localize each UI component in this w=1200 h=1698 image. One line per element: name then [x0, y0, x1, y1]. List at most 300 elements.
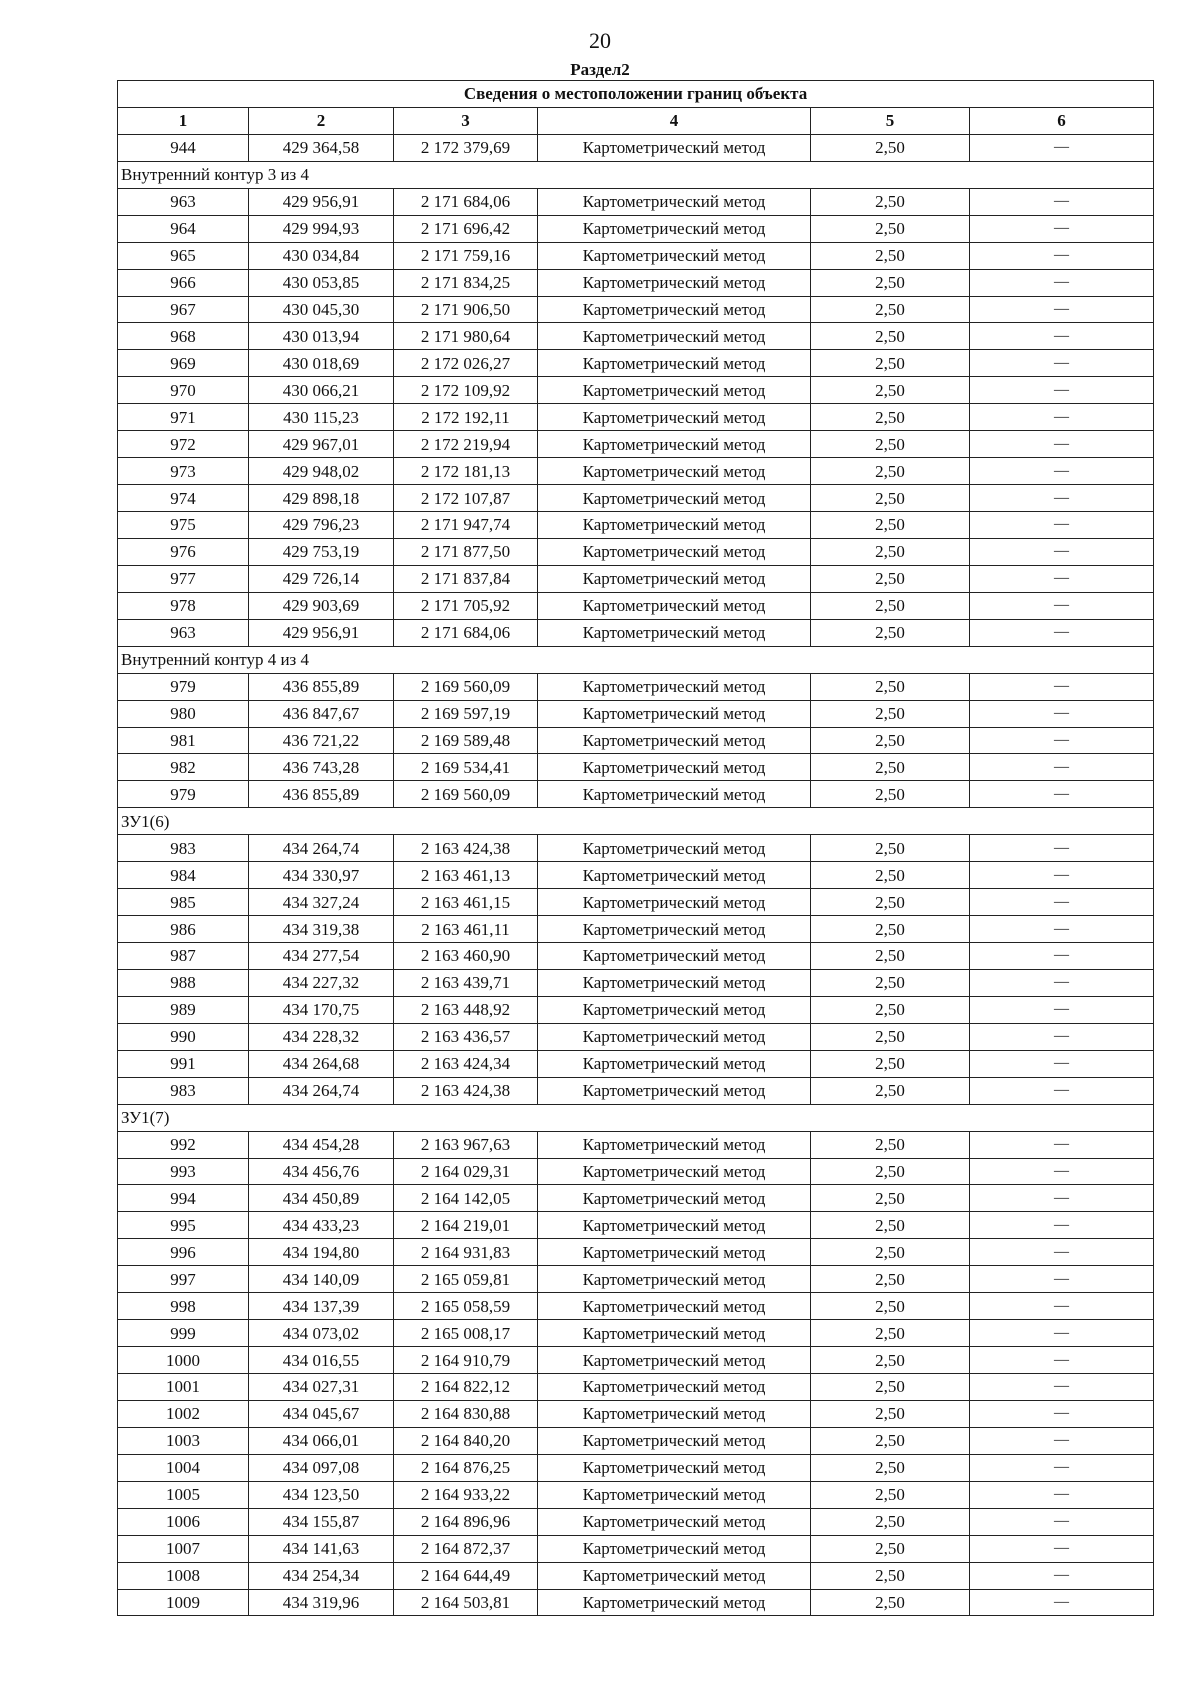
cell-note: — [970, 700, 1154, 727]
cell-note: — [970, 862, 1154, 889]
cell-method: Картометрический метод [538, 1050, 811, 1077]
cell-coord-y: 2 172 219,94 [394, 431, 538, 458]
cell-coord-y: 2 164 896,96 [394, 1508, 538, 1535]
table-row [118, 431, 1154, 458]
cell-coord-y: 2 172 192,11 [394, 404, 538, 431]
cell-coord-y: 2 163 424,38 [394, 1077, 538, 1104]
cell-method: Картометрический метод [538, 1293, 811, 1320]
cell-note: — [970, 1293, 1154, 1320]
cell-method: Картометрический метод [538, 1266, 811, 1293]
cell-note: — [970, 1023, 1154, 1050]
cell-note: — [970, 754, 1154, 781]
cell-coord-y: 2 164 933,22 [394, 1481, 538, 1508]
table-row [118, 1427, 1154, 1454]
cell-coord-x: 436 855,89 [249, 781, 394, 808]
cell-accuracy: 2,50 [811, 1266, 970, 1293]
cell-coord-y: 2 164 029,31 [394, 1158, 538, 1185]
cell-coord-x: 429 994,93 [249, 215, 394, 242]
cell-coord-x: 434 454,28 [249, 1131, 394, 1158]
cell-point-number: 974 [118, 485, 249, 512]
cell-note: — [970, 512, 1154, 539]
cell-method: Картометрический метод [538, 1589, 811, 1616]
cell-note: — [970, 1347, 1154, 1374]
cell-method: Картометрический метод [538, 1212, 811, 1239]
cell-coord-x: 434 319,38 [249, 916, 394, 943]
cell-coord-y: 2 171 684,06 [394, 619, 538, 646]
table-row [118, 1293, 1154, 1320]
cell-method: Картометрический метод [538, 592, 811, 619]
cell-coord-y: 2 163 967,63 [394, 1131, 538, 1158]
cell-note: — [970, 1158, 1154, 1185]
cell-accuracy: 2,50 [811, 943, 970, 970]
cell-note: — [970, 781, 1154, 808]
cell-note: — [970, 1508, 1154, 1535]
cell-coord-y: 2 172 107,87 [394, 485, 538, 512]
column-header-3: 3 [394, 107, 538, 134]
cell-accuracy: 2,50 [811, 592, 970, 619]
cell-point-number: 997 [118, 1266, 249, 1293]
coordinates-table-container [117, 80, 1153, 1616]
cell-accuracy: 2,50 [811, 1239, 970, 1266]
cell-coord-y: 2 172 026,27 [394, 350, 538, 377]
cell-accuracy: 2,50 [811, 754, 970, 781]
cell-note: — [970, 458, 1154, 485]
cell-method: Картометрический метод [538, 1347, 811, 1374]
cell-note: — [970, 1131, 1154, 1158]
cell-accuracy: 2,50 [811, 700, 970, 727]
cell-method: Картометрический метод [538, 1454, 811, 1481]
cell-coord-x: 434 045,67 [249, 1400, 394, 1427]
cell-accuracy: 2,50 [811, 996, 970, 1023]
cell-method: Картометрический метод [538, 835, 811, 862]
cell-accuracy: 2,50 [811, 538, 970, 565]
table-row [118, 1158, 1154, 1185]
cell-accuracy: 2,50 [811, 1374, 970, 1401]
cell-point-number: 989 [118, 996, 249, 1023]
cell-point-number: 970 [118, 377, 249, 404]
table-row [118, 242, 1154, 269]
table-row [118, 943, 1154, 970]
cell-accuracy: 2,50 [811, 458, 970, 485]
cell-point-number: 963 [118, 188, 249, 215]
cell-note: — [970, 943, 1154, 970]
cell-coord-y: 2 172 109,92 [394, 377, 538, 404]
cell-coord-x: 434 140,09 [249, 1266, 394, 1293]
table-row [118, 1320, 1154, 1347]
table-row [118, 296, 1154, 323]
cell-point-number: 990 [118, 1023, 249, 1050]
cell-point-number: 983 [118, 1077, 249, 1104]
cell-point-number: 944 [118, 134, 249, 161]
cell-accuracy: 2,50 [811, 1427, 970, 1454]
cell-coord-x: 434 227,32 [249, 969, 394, 996]
table-row [118, 700, 1154, 727]
cell-accuracy: 2,50 [811, 1535, 970, 1562]
cell-point-number: 995 [118, 1212, 249, 1239]
cell-accuracy: 2,50 [811, 1508, 970, 1535]
cell-coord-y: 2 171 696,42 [394, 215, 538, 242]
cell-coord-x: 429 726,14 [249, 565, 394, 592]
cell-method: Картометрический метод [538, 619, 811, 646]
group-label: ЗУ1(7) [118, 1104, 1154, 1131]
table-row [118, 377, 1154, 404]
cell-coord-x: 434 066,01 [249, 1427, 394, 1454]
cell-note: — [970, 619, 1154, 646]
cell-note: — [970, 323, 1154, 350]
cell-point-number: 981 [118, 727, 249, 754]
cell-accuracy: 2,50 [811, 835, 970, 862]
cell-method: Картометрический метод [538, 242, 811, 269]
table-row [118, 485, 1154, 512]
cell-point-number: 964 [118, 215, 249, 242]
cell-note: — [970, 134, 1154, 161]
cell-note: — [970, 1077, 1154, 1104]
cell-coord-y: 2 163 461,11 [394, 916, 538, 943]
cell-accuracy: 2,50 [811, 1347, 970, 1374]
cell-coord-x: 429 956,91 [249, 619, 394, 646]
cell-coord-x: 434 123,50 [249, 1481, 394, 1508]
cell-point-number: 982 [118, 754, 249, 781]
cell-coord-x: 434 319,96 [249, 1589, 394, 1616]
cell-method: Картометрический метод [538, 485, 811, 512]
cell-note: — [970, 916, 1154, 943]
cell-method: Картометрический метод [538, 296, 811, 323]
cell-accuracy: 2,50 [811, 1158, 970, 1185]
cell-coord-y: 2 171 705,92 [394, 592, 538, 619]
table-row [118, 996, 1154, 1023]
table-row [118, 1131, 1154, 1158]
cell-coord-y: 2 164 830,88 [394, 1400, 538, 1427]
cell-coord-y: 2 171 947,74 [394, 512, 538, 539]
cell-point-number: 1003 [118, 1427, 249, 1454]
cell-accuracy: 2,50 [811, 862, 970, 889]
cell-method: Картометрический метод [538, 1320, 811, 1347]
cell-coord-y: 2 171 906,50 [394, 296, 538, 323]
cell-coord-y: 2 171 980,64 [394, 323, 538, 350]
cell-method: Картометрический метод [538, 188, 811, 215]
cell-note: — [970, 1266, 1154, 1293]
cell-note: — [970, 592, 1154, 619]
cell-point-number: 980 [118, 700, 249, 727]
cell-coord-x: 434 433,23 [249, 1212, 394, 1239]
cell-point-number: 987 [118, 943, 249, 970]
table-row [118, 781, 1154, 808]
cell-coord-x: 434 016,55 [249, 1347, 394, 1374]
cell-note: — [970, 1427, 1154, 1454]
table-row [118, 1185, 1154, 1212]
cell-point-number: 993 [118, 1158, 249, 1185]
cell-method: Картометрический метод [538, 512, 811, 539]
cell-note: — [970, 1374, 1154, 1401]
cell-coord-x: 434 327,24 [249, 889, 394, 916]
cell-accuracy: 2,50 [811, 1562, 970, 1589]
cell-note: — [970, 215, 1154, 242]
table-row [118, 592, 1154, 619]
cell-point-number: 1005 [118, 1481, 249, 1508]
cell-method: Картометрический метод [538, 1077, 811, 1104]
table-row [118, 350, 1154, 377]
table-row [118, 1589, 1154, 1616]
cell-accuracy: 2,50 [811, 1131, 970, 1158]
cell-accuracy: 2,50 [811, 404, 970, 431]
cell-note: — [970, 1535, 1154, 1562]
cell-coord-x: 434 155,87 [249, 1508, 394, 1535]
table-row [118, 1562, 1154, 1589]
cell-coord-x: 436 847,67 [249, 700, 394, 727]
cell-coord-x: 430 115,23 [249, 404, 394, 431]
cell-point-number: 991 [118, 1050, 249, 1077]
cell-note: — [970, 673, 1154, 700]
group-label: Внутренний контур 4 из 4 [118, 646, 1154, 673]
cell-point-number: 983 [118, 835, 249, 862]
cell-coord-y: 2 164 872,37 [394, 1535, 538, 1562]
cell-note: — [970, 242, 1154, 269]
cell-accuracy: 2,50 [811, 350, 970, 377]
table-row [118, 889, 1154, 916]
cell-coord-y: 2 169 534,41 [394, 754, 538, 781]
cell-coord-y: 2 165 058,59 [394, 1293, 538, 1320]
cell-point-number: 984 [118, 862, 249, 889]
cell-coord-x: 434 330,97 [249, 862, 394, 889]
cell-coord-y: 2 171 877,50 [394, 538, 538, 565]
table-row [118, 754, 1154, 781]
cell-method: Картометрический метод [538, 538, 811, 565]
cell-point-number: 967 [118, 296, 249, 323]
column-header-row [118, 107, 1154, 134]
cell-accuracy: 2,50 [811, 727, 970, 754]
cell-note: — [970, 565, 1154, 592]
cell-accuracy: 2,50 [811, 269, 970, 296]
cell-note: — [970, 1454, 1154, 1481]
cell-coord-y: 2 172 181,13 [394, 458, 538, 485]
table-row [118, 1023, 1154, 1050]
cell-method: Картометрический метод [538, 862, 811, 889]
cell-method: Картометрический метод [538, 1023, 811, 1050]
cell-coord-x: 434 228,32 [249, 1023, 394, 1050]
cell-point-number: 965 [118, 242, 249, 269]
cell-note: — [970, 996, 1154, 1023]
cell-coord-y: 2 172 379,69 [394, 134, 538, 161]
cell-accuracy: 2,50 [811, 242, 970, 269]
cell-coord-y: 2 169 560,09 [394, 781, 538, 808]
cell-coord-x: 434 137,39 [249, 1293, 394, 1320]
cell-note: — [970, 1212, 1154, 1239]
table-row [118, 1481, 1154, 1508]
cell-note: — [970, 350, 1154, 377]
cell-accuracy: 2,50 [811, 188, 970, 215]
cell-coord-x: 429 364,58 [249, 134, 394, 161]
group-header-row [118, 808, 1154, 835]
cell-coord-y: 2 163 424,34 [394, 1050, 538, 1077]
cell-coord-x: 430 013,94 [249, 323, 394, 350]
cell-point-number: 972 [118, 431, 249, 458]
cell-coord-x: 430 034,84 [249, 242, 394, 269]
coordinates-table [117, 80, 1154, 1616]
table-row [118, 862, 1154, 889]
cell-method: Картометрический метод [538, 458, 811, 485]
cell-coord-x: 429 948,02 [249, 458, 394, 485]
table-row [118, 1535, 1154, 1562]
cell-coord-x: 434 264,68 [249, 1050, 394, 1077]
cell-coord-y: 2 163 448,92 [394, 996, 538, 1023]
cell-coord-y: 2 164 910,79 [394, 1347, 538, 1374]
table-row [118, 1347, 1154, 1374]
cell-coord-x: 429 753,19 [249, 538, 394, 565]
cell-note: — [970, 485, 1154, 512]
table-row [118, 538, 1154, 565]
cell-note: — [970, 431, 1154, 458]
cell-method: Картометрический метод [538, 996, 811, 1023]
table-row [118, 323, 1154, 350]
cell-method: Картометрический метод [538, 1535, 811, 1562]
cell-method: Картометрический метод [538, 1131, 811, 1158]
cell-method: Картометрический метод [538, 1562, 811, 1589]
table-row [118, 916, 1154, 943]
table-row [118, 269, 1154, 296]
cell-point-number: 986 [118, 916, 249, 943]
cell-coord-x: 434 264,74 [249, 1077, 394, 1104]
cell-coord-x: 430 066,21 [249, 377, 394, 404]
cell-coord-y: 2 164 503,81 [394, 1589, 538, 1616]
cell-accuracy: 2,50 [811, 1400, 970, 1427]
cell-coord-y: 2 164 644,49 [394, 1562, 538, 1589]
cell-accuracy: 2,50 [811, 969, 970, 996]
cell-method: Картометрический метод [538, 700, 811, 727]
cell-note: — [970, 1050, 1154, 1077]
cell-point-number: 994 [118, 1185, 249, 1212]
cell-point-number: 1001 [118, 1374, 249, 1401]
page-number: 20 [589, 28, 611, 53]
table-row [118, 404, 1154, 431]
cell-method: Картометрический метод [538, 215, 811, 242]
cell-coord-y: 2 163 460,90 [394, 943, 538, 970]
table-row [118, 727, 1154, 754]
cell-method: Картометрический метод [538, 727, 811, 754]
cell-point-number: 973 [118, 458, 249, 485]
cell-note: — [970, 1562, 1154, 1589]
table-row [118, 1400, 1154, 1427]
cell-coord-x: 430 045,30 [249, 296, 394, 323]
cell-method: Картометрический метод [538, 916, 811, 943]
table-row [118, 1266, 1154, 1293]
cell-coord-x: 429 898,18 [249, 485, 394, 512]
cell-note: — [970, 1400, 1154, 1427]
cell-accuracy: 2,50 [811, 1454, 970, 1481]
cell-method: Картометрический метод [538, 431, 811, 458]
cell-coord-x: 434 027,31 [249, 1374, 394, 1401]
cell-method: Картометрический метод [538, 134, 811, 161]
cell-coord-x: 430 018,69 [249, 350, 394, 377]
cell-accuracy: 2,50 [811, 1293, 970, 1320]
cell-coord-y: 2 164 219,01 [394, 1212, 538, 1239]
cell-accuracy: 2,50 [811, 619, 970, 646]
cell-point-number: 979 [118, 781, 249, 808]
cell-point-number: 977 [118, 565, 249, 592]
cell-accuracy: 2,50 [811, 512, 970, 539]
table-row [118, 969, 1154, 996]
cell-point-number: 971 [118, 404, 249, 431]
cell-coord-x: 434 277,54 [249, 943, 394, 970]
cell-coord-y: 2 163 461,15 [394, 889, 538, 916]
cell-note: — [970, 269, 1154, 296]
cell-coord-y: 2 163 424,38 [394, 835, 538, 862]
cell-point-number: 978 [118, 592, 249, 619]
cell-point-number: 968 [118, 323, 249, 350]
cell-coord-x: 436 855,89 [249, 673, 394, 700]
table-row [118, 1508, 1154, 1535]
cell-coord-y: 2 169 560,09 [394, 673, 538, 700]
column-header-2: 2 [249, 107, 394, 134]
cell-point-number: 1007 [118, 1535, 249, 1562]
cell-method: Картометрический метод [538, 969, 811, 996]
group-label: ЗУ1(6) [118, 808, 1154, 835]
cell-coord-x: 429 967,01 [249, 431, 394, 458]
table-row [118, 1374, 1154, 1401]
cell-note: — [970, 1185, 1154, 1212]
table-row [118, 1212, 1154, 1239]
cell-point-number: 966 [118, 269, 249, 296]
cell-method: Картометрический метод [538, 1158, 811, 1185]
table-row [118, 215, 1154, 242]
table-body [118, 134, 1154, 1616]
cell-method: Картометрический метод [538, 1374, 811, 1401]
cell-point-number: 979 [118, 673, 249, 700]
cell-coord-x: 429 796,23 [249, 512, 394, 539]
cell-method: Картометрический метод [538, 781, 811, 808]
cell-coord-y: 2 164 142,05 [394, 1185, 538, 1212]
cell-method: Картометрический метод [538, 1427, 811, 1454]
cell-method: Картометрический метод [538, 1481, 811, 1508]
cell-accuracy: 2,50 [811, 1481, 970, 1508]
column-header-6: 6 [970, 107, 1154, 134]
cell-note: — [970, 1320, 1154, 1347]
cell-coord-y: 2 163 436,57 [394, 1023, 538, 1050]
cell-note: — [970, 835, 1154, 862]
cell-note: — [970, 377, 1154, 404]
cell-point-number: 988 [118, 969, 249, 996]
cell-method: Картометрический метод [538, 404, 811, 431]
cell-coord-x: 434 450,89 [249, 1185, 394, 1212]
cell-point-number: 996 [118, 1239, 249, 1266]
cell-accuracy: 2,50 [811, 485, 970, 512]
cell-note: — [970, 188, 1154, 215]
cell-method: Картометрический метод [538, 673, 811, 700]
column-header-5: 5 [811, 107, 970, 134]
cell-method: Картометрический метод [538, 754, 811, 781]
cell-accuracy: 2,50 [811, 1077, 970, 1104]
cell-method: Картометрический метод [538, 269, 811, 296]
cell-coord-x: 434 097,08 [249, 1454, 394, 1481]
cell-note: — [970, 969, 1154, 996]
cell-coord-y: 2 169 589,48 [394, 727, 538, 754]
table-row [118, 134, 1154, 161]
cell-note: — [970, 538, 1154, 565]
cell-point-number: 975 [118, 512, 249, 539]
cell-coord-y: 2 169 597,19 [394, 700, 538, 727]
cell-method: Картометрический метод [538, 323, 811, 350]
cell-method: Картометрический метод [538, 889, 811, 916]
table-title-row [118, 81, 1154, 108]
table-row [118, 1239, 1154, 1266]
cell-coord-y: 2 163 461,13 [394, 862, 538, 889]
cell-accuracy: 2,50 [811, 431, 970, 458]
table-row [118, 188, 1154, 215]
cell-coord-x: 436 721,22 [249, 727, 394, 754]
section-title: Раздел2 [570, 60, 630, 79]
table-row [118, 1050, 1154, 1077]
cell-coord-x: 429 903,69 [249, 592, 394, 619]
cell-point-number: 1008 [118, 1562, 249, 1589]
